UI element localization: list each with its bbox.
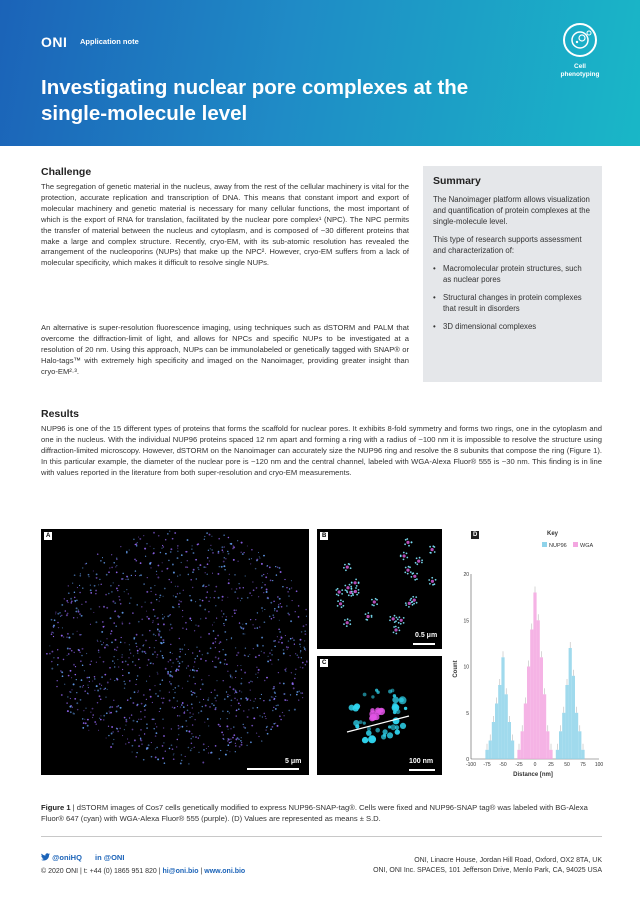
bar-nup96 bbox=[495, 704, 498, 760]
x-tick-label: 75 bbox=[580, 762, 586, 768]
bar-nup96 bbox=[572, 676, 575, 759]
figure-caption bbox=[41, 802, 602, 824]
panel-b-pores-image bbox=[317, 529, 442, 649]
panel-c-single-pore-image bbox=[317, 656, 442, 775]
bar-nup96 bbox=[489, 741, 492, 760]
summary-list bbox=[433, 263, 592, 332]
address-uk: ONI, Linacre House, Jordan Hill Road, Oxford, OX2 8TA, UK bbox=[414, 857, 602, 864]
bar-wga bbox=[530, 630, 533, 760]
bar-wga bbox=[524, 704, 527, 760]
y-tick-label: 5 bbox=[466, 710, 469, 717]
footer-contact: © 2020 ONI | t: +44 (0) 1865 951 820 | hi@oni.bio | www.oni.bio bbox=[41, 868, 246, 875]
category-label: Cell phenotyping bbox=[560, 63, 600, 78]
x-tick-label: -25 bbox=[515, 762, 523, 768]
twitter-icon bbox=[41, 853, 52, 862]
legend-wga: WGA bbox=[580, 543, 594, 549]
list-item: • Structural changes in protein complexes that result in disorders bbox=[433, 292, 592, 314]
bar-nup96 bbox=[569, 648, 572, 759]
bar-wga bbox=[549, 750, 552, 759]
website-link[interactable]: www.oni.bio bbox=[204, 868, 246, 875]
phone: t: +44 (0) 1865 951 820 bbox=[83, 868, 157, 875]
bar-wga bbox=[537, 620, 540, 759]
challenge-paragraph-1: The segregation of genetic material in the nucleus, away from the rest of the cellular machinery is vital for the protection, accurate replication and transcription of DNA. This means that constant import and export of molecular machinery and genetic material is necessary for many cellular functions, the most important of which is the export of RNA for translation, facilitated by the nuclear pore complex¹ (NPC). The NPC permits the transfer of material between the nucleus and cytoplasm, and is composed of ~30 different proteins that make a large and complex structure. Recently, cryo-EM, with its sub-atomic resolution has revealed the arrangement of the nucleoporins (NUPs) that make up the NPC². However, cryo-EM suffers from a lack of molecular specificity, which makes it difficult to resolve single NUPs. bbox=[41, 182, 409, 268]
footer-addresses bbox=[373, 856, 602, 876]
scale-label-c: 100 nm bbox=[409, 758, 434, 765]
bar-nup96 bbox=[559, 731, 562, 759]
bar-nup96 bbox=[565, 685, 568, 759]
twitter-handle: @oniHQ bbox=[52, 853, 82, 862]
panel-a-label: A bbox=[46, 533, 51, 539]
caption-text: | dSTORM images of Cos7 cells genetically modified to express NUP96-SNAP-tag®. Cells were fixed and NUP96-SNAP tag® was labeled with BG-Alexa Fluor® 647 (cyan) with WGA-Alexa Fluor® 555 (purple). (D) Values are represented as means ± S.D. bbox=[41, 803, 588, 823]
bar-wga bbox=[517, 750, 520, 759]
y-axis-label: Count bbox=[453, 660, 459, 678]
bar-wga bbox=[540, 657, 543, 759]
panel-a-nucleus-image bbox=[41, 529, 309, 775]
scale-label-a: 5 μm bbox=[285, 758, 302, 765]
panel-c-label: C bbox=[322, 660, 327, 666]
bar-nup96 bbox=[498, 685, 501, 759]
x-tick-label: 50 bbox=[564, 762, 570, 768]
copyright: © 2020 ONI bbox=[41, 868, 79, 875]
legend-nup96: NUP96 bbox=[549, 543, 567, 549]
footer-divider bbox=[41, 836, 602, 837]
nucleus-dots bbox=[41, 529, 309, 775]
y-tick-label: 20 bbox=[463, 572, 469, 578]
pore-clusters bbox=[335, 538, 436, 634]
bar-nup96 bbox=[562, 713, 565, 759]
address-us: ONI, ONI Inc. SPACES, 101 Jefferson Drive, Menlo Park, CA, 94025 USA bbox=[373, 867, 602, 874]
legend-swatch-wga bbox=[573, 542, 578, 547]
panel-d-histogram bbox=[449, 529, 604, 779]
summary-heading: Summary bbox=[433, 175, 481, 187]
bar-nup96 bbox=[501, 657, 504, 759]
page-title: Investigating nuclear pore complexes at the single-molecule level bbox=[41, 76, 469, 125]
email-link[interactable]: hi@oni.bio bbox=[162, 868, 199, 875]
caption-label: Figure 1 bbox=[41, 803, 71, 812]
legend-title: Key bbox=[547, 531, 559, 537]
x-tick-label: 100 bbox=[594, 762, 604, 768]
scale-bar bbox=[247, 768, 299, 770]
bar-wga bbox=[533, 593, 536, 760]
bar-nup96 bbox=[511, 741, 514, 760]
bar-nup96 bbox=[508, 722, 511, 759]
scale-bar bbox=[409, 769, 435, 771]
x-tick-label: -100 bbox=[465, 762, 477, 768]
x-tick-label: -75 bbox=[483, 762, 491, 768]
bar-nup96 bbox=[575, 713, 578, 759]
challenge-heading: Challenge bbox=[41, 166, 92, 178]
scale-bar bbox=[413, 643, 435, 645]
scale-label-b: 0.5 μm bbox=[415, 632, 438, 639]
twitter-link[interactable] bbox=[41, 853, 82, 862]
distance-histogram bbox=[449, 529, 604, 779]
panel-b-label: B bbox=[322, 533, 327, 539]
linkedin-link[interactable] bbox=[95, 853, 124, 862]
pore-zoom bbox=[349, 689, 408, 744]
x-tick-label: 25 bbox=[548, 762, 554, 768]
x-tick-label: -50 bbox=[499, 762, 507, 768]
list-item: • Macromolecular protein structures, such as nuclear pores bbox=[433, 263, 592, 285]
bar-wga bbox=[527, 667, 530, 760]
linkedin-icon: in bbox=[95, 853, 102, 862]
summary-lead: This type of research supports assessment and characterization of: bbox=[433, 235, 582, 255]
y-tick-label: 0 bbox=[466, 757, 469, 763]
bar-nup96 bbox=[492, 722, 495, 759]
summary-intro: The Nanoimager platform allows visualization and quantification of protein complexes at the single-molecule level. bbox=[433, 195, 590, 226]
y-tick-label: 10 bbox=[463, 664, 469, 671]
x-tick-label: 0 bbox=[533, 762, 537, 768]
doc-type: Application note bbox=[80, 37, 139, 46]
bar-nup96 bbox=[581, 750, 584, 759]
linkedin-handle: @ONI bbox=[103, 853, 125, 862]
x-axis-label: Distance [nm] bbox=[513, 772, 553, 778]
bar-nup96 bbox=[485, 750, 488, 759]
bar-nup96 bbox=[556, 750, 559, 759]
y-tick-label: 15 bbox=[463, 618, 469, 625]
bar-wga bbox=[521, 731, 524, 759]
bar-nup96 bbox=[578, 731, 581, 759]
results-paragraph: NUP96 is one of the 15 different types of proteins that forms the scaffold for nuclear pores. It exhibits 8-fold symmetry and forms two rings, one in the cytoplasm and one in the nucleus. With the individual NUP96 proteins spaced 12 nm apart and forming a ring with a radius of ~100 nm it is impossible to resolve the structure using diffraction-limited microscopy. However, dSTORM on the Nanoimager can accurately size the NUP96 ring and resolve the 8 subunits that compose the ring (Figure 1). In this particular example, the diameter of the nuclear pore is ~120 nm and the central channel, labeled with WGA-Alexa Fluor® 555 is ~30 nm. This finding is in line with values reported in the literature from both super-resolution and cryo-EM measurements. bbox=[41, 424, 602, 477]
legend-swatch-nup96 bbox=[542, 542, 547, 547]
bar-wga bbox=[546, 731, 549, 759]
challenge-paragraph-2: An alternative is super-resolution fluorescence imaging, using techniques such as dSTORM and PALM that overcome the diffraction-limit of light, and allows for NPCs and specific NUPs to be investigated at a resolution of 20 nm. Using this approach, NUPs can be immunolabeled or genetically tagged with SNAP® or Halo-tags™ with extremely high specificity and imaged on the Nanoimager, providing greater insight than cryo-EM²·³. bbox=[41, 323, 409, 376]
bar-nup96 bbox=[505, 694, 508, 759]
header-banner bbox=[0, 0, 640, 146]
cell-icon bbox=[563, 23, 597, 57]
panel-d-label: D bbox=[473, 532, 478, 538]
pore-rings bbox=[317, 529, 442, 649]
results-heading: Results bbox=[41, 408, 79, 420]
bar-wga bbox=[543, 694, 546, 759]
nucleus-texture bbox=[46, 530, 308, 764]
summary-box bbox=[423, 166, 602, 382]
list-item: • 3D dimensional complexes bbox=[433, 321, 592, 332]
oni-logo: ONI bbox=[41, 34, 68, 50]
